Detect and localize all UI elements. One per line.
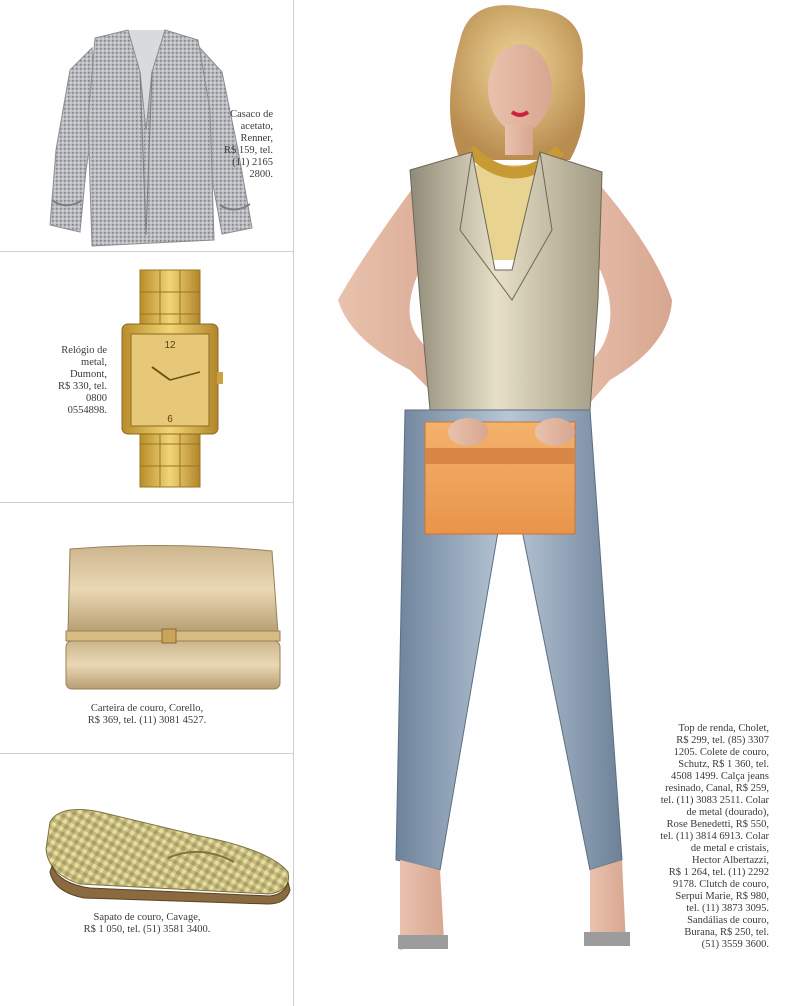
caption-line: tel. (11) 3083 2511. Colar: [660, 795, 769, 806]
caption-line: Hector Albertazzi,: [692, 855, 769, 866]
caption-line: 1205. Colete de couro,: [673, 747, 769, 758]
caption-line: Relógio de: [61, 345, 107, 356]
caption-line: Serpui Marie, R$ 980,: [675, 891, 769, 902]
caption-line: Casaco de: [230, 109, 273, 120]
caption-line: 0554898.: [67, 405, 107, 416]
caption-line: R$ 1 264, tel. (11) 2292: [668, 867, 769, 878]
caption-line: tel. (11) 3873 3095.: [686, 903, 769, 914]
model-caption: [660, 723, 769, 951]
caption-line: Schutz, R$ 1 360, tel.: [678, 759, 769, 770]
caption-line: Top de renda, Cholet,: [678, 723, 769, 734]
caption-line: Dumont,: [69, 369, 107, 380]
caption-line: 9178. Clutch de couro,: [673, 879, 769, 890]
caption-line: Sapato de couro, Cavage,: [93, 912, 201, 923]
caption-line: R$ 299, tel. (85) 3307: [676, 735, 769, 746]
caption-line: Sandálias de couro,: [687, 915, 769, 926]
watch-numeral-6: 6: [167, 414, 173, 425]
caption-line: (11) 2165: [232, 157, 273, 168]
caption-line: resinado, Canal, R$ 259,: [665, 783, 769, 794]
product-panel-watch: [0, 252, 294, 503]
product-panel-shoe: [0, 754, 294, 1006]
caption-line: (51) 3559 3600.: [701, 939, 769, 950]
caption-line: 4508 1499. Calça jeans: [671, 771, 769, 782]
watch-numeral-12: 12: [164, 340, 176, 351]
product-panel-jacket: [0, 0, 294, 252]
caption-line: R$ 159, tel.: [224, 145, 273, 156]
caption-line: de metal e cristais,: [690, 843, 769, 854]
caption-line: 0800: [86, 393, 107, 404]
caption-line: metal,: [81, 357, 107, 368]
caption-line: Renner,: [240, 133, 273, 144]
clutch-caption: [0, 703, 294, 727]
caption-line: R$ 330, tel.: [58, 381, 107, 392]
shoe-caption: [0, 912, 294, 936]
caption-line: 2800.: [249, 169, 273, 180]
caption-line: acetato,: [240, 121, 273, 132]
watch-caption: [40, 345, 107, 417]
caption-line: R$ 1 050, tel. (51) 3581 3400.: [83, 924, 211, 935]
caption-line: Carteira de couro, Corello,: [90, 703, 204, 714]
product-panel-clutch: [0, 503, 294, 754]
shoe-image: [0, 754, 294, 1006]
caption-line: Rose Benedetti, R$ 550,: [666, 819, 769, 830]
caption-line: de metal (dourado),: [686, 807, 769, 818]
jacket-caption: [224, 109, 273, 181]
caption-line: tel. (11) 3814 6913. Colar: [660, 831, 769, 842]
caption-line: R$ 369, tel. (11) 3081 4527.: [87, 715, 207, 726]
caption-line: Burana, R$ 250, tel.: [684, 927, 769, 938]
